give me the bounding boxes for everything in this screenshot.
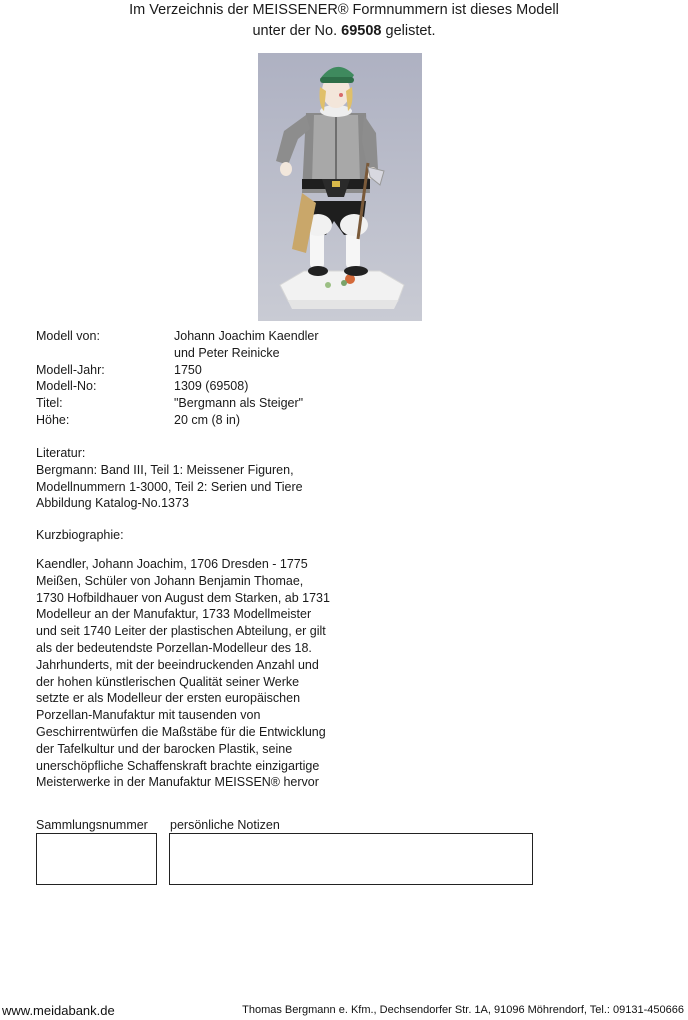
- detail-row-modell-no: [36, 378, 636, 395]
- literatur-section: [36, 445, 356, 512]
- model-details: [36, 328, 636, 429]
- bio-line: 1730 Hofbildhauer von August dem Starken, ab 1731: [36, 590, 330, 605]
- header-suffix: gelistet.: [385, 23, 436, 39]
- footer-website-link[interactable]: www.meidabank.de: [2, 1003, 115, 1018]
- detail-value: "Bergmann als Steiger": [174, 396, 304, 411]
- bio-line: Jahrhunderts, mit der beeindruckenden Anzahl und: [36, 657, 319, 672]
- detail-label: [36, 345, 174, 362]
- detail-value: 1309 (69508): [174, 379, 249, 394]
- detail-label: Höhe:: [36, 412, 70, 427]
- literatur-line: Modellnummern 1-3000, Teil 2: Serien und Tiere: [36, 479, 303, 494]
- bio-line: Geschirrentwürfen die Maßstäbe für die Entwicklung: [36, 724, 326, 739]
- detail-value: Johann Joachim Kaendler: [174, 329, 319, 343]
- header-line-1: Im Verzeichnis der MEISSENER® Formnummern ist dieses Modell: [129, 2, 559, 18]
- literatur-line: Abbildung Katalog-No.1373: [36, 496, 189, 511]
- bio-line: Meißen, Schüler von Johann Benjamin Thomae,: [36, 573, 304, 588]
- bio-line: unerschöpfliche Schaffenskraft brachte einzigartige: [36, 758, 320, 773]
- sammlungsnummer-label: Sammlungsnummer: [36, 818, 148, 832]
- detail-row-modell-von-cont: [36, 345, 636, 362]
- notizen-field[interactable]: [169, 833, 533, 885]
- detail-row-modell-jahr: [36, 362, 636, 379]
- detail-value: 1750: [174, 362, 202, 377]
- detail-label: Modell-No:: [36, 379, 97, 394]
- kurzbiographie-heading: Kurzbiographie:: [36, 528, 124, 542]
- bio-line: als der bedeutendste Porzellan-Modelleur des 18.: [36, 640, 312, 655]
- sammlungsnummer-field[interactable]: [36, 833, 157, 885]
- bio-line: Modelleur an der Manufaktur, 1733 Modellmeister: [36, 607, 312, 622]
- detail-label: Modell von:: [36, 329, 100, 343]
- detail-value: 20 cm (8 in): [174, 412, 240, 427]
- figurine-photo: [258, 53, 422, 321]
- bio-line: und seit 1740 Leiter der plastischen Abteilung, er gilt: [36, 624, 326, 639]
- notizen-label: persönliche Notizen: [170, 818, 280, 832]
- literatur-line: Bergmann: Band III, Teil 1: Meissener Figuren,: [36, 462, 294, 477]
- bio-line: setzte er als Modelleur der ersten europäischen: [36, 691, 301, 706]
- detail-value: und Peter Reinicke: [174, 345, 280, 360]
- header-notice: [0, 0, 688, 42]
- bio-line: der Tafelkultur und der barocken Plastik, seine: [36, 741, 293, 756]
- detail-row-titel: [36, 395, 636, 412]
- detail-label: Titel:: [36, 396, 63, 411]
- detail-row-modell-von: [36, 328, 636, 345]
- detail-label: Modell-Jahr:: [36, 362, 105, 377]
- header-model-number: 69508: [341, 23, 382, 39]
- literatur-heading: Literatur:: [36, 446, 86, 460]
- kurzbiographie-text: [36, 556, 336, 791]
- bio-line: Meisterwerke in der Manufaktur MEISSEN® hervor: [36, 775, 319, 790]
- header-line-2: [252, 23, 435, 39]
- bio-line: Porzellan-Manufaktur mit tausenden von: [36, 708, 261, 723]
- detail-row-hoehe: [36, 412, 636, 429]
- bio-line: der hohen künstlerischen Qualität seiner Werke: [36, 674, 300, 689]
- footer-address: Thomas Bergmann e. Kfm., Dechsendorfer Str. 1A, 91096 Möhrendorf, Tel.: 09131-450666: [242, 1004, 684, 1016]
- header-prefix: unter der No.: [252, 23, 338, 39]
- bio-line: Kaendler, Johann Joachim, 1706 Dresden - 1775: [36, 557, 308, 571]
